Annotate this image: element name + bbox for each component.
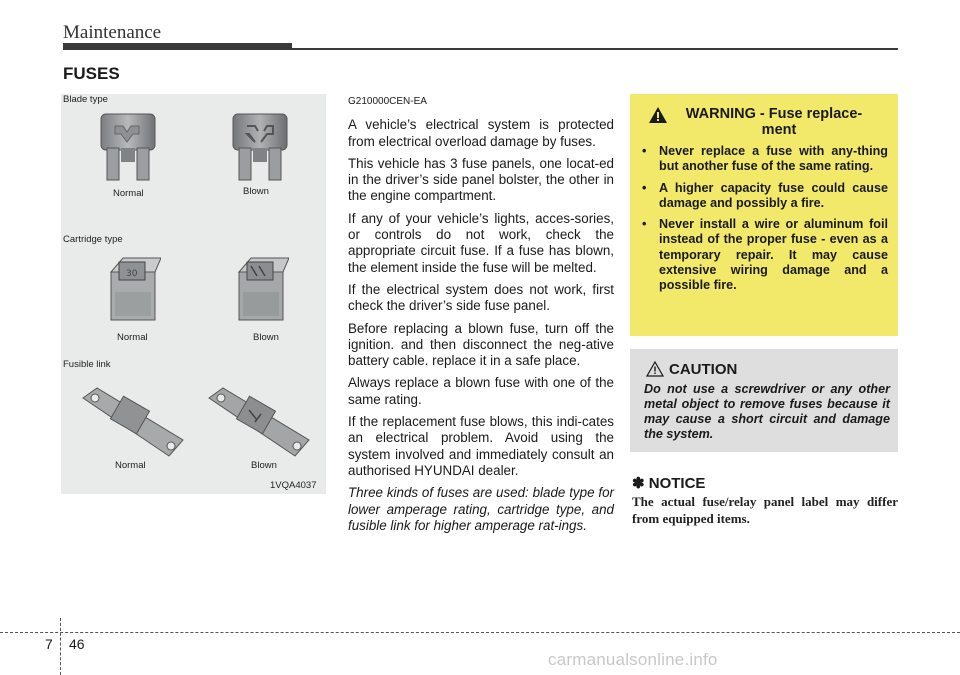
paragraph-7: If the replacement fuse blows, this indi-cates an electrical problem. Avoid using the system involved and immediately consult an authorised HYUNDAI dealer. <box>348 414 614 478</box>
warning-title-line2: ment <box>761 122 797 138</box>
caution-triangle-icon <box>646 361 664 377</box>
footer-vertical-divider <box>60 618 61 675</box>
fusible-blown-caption: Blown <box>251 460 277 471</box>
notice-title: ✽ NOTICE <box>632 475 706 492</box>
warning-item-text: Never replace a fuse with any-thing but another fuse of the same rating. <box>659 144 888 174</box>
warning-item-text: Never install a wire or aluminum foil instead of the proper fuse - even as a temporary repair. It may cause extensive wiring damage and a possible fire. <box>659 217 888 293</box>
fuses-body-text <box>348 94 614 540</box>
paragraph-4: If the electrical system does not work, first check the driver’s side fuse panel. <box>348 281 614 314</box>
blade-normal-caption: Normal <box>113 188 144 199</box>
paragraph-8: Three kinds of fuses are used: blade type for lower amperage rating, cartridge type, and fusible link for higher amperage rat-ings. <box>348 485 614 533</box>
warning-title <box>630 106 898 138</box>
header-rule-thick <box>63 43 292 50</box>
cartridge-fuse-blown-image <box>233 252 289 324</box>
svg-text:30: 30 <box>126 269 138 279</box>
fuse-types-figure <box>61 94 326 494</box>
blade-blown-caption: Blown <box>243 186 269 197</box>
notice-text: The actual fuse/relay panel label may differ from equipped items. <box>632 494 898 526</box>
paragraph-1: A vehicle’s electrical system is protected from electrical overload damage by fuses. <box>348 117 614 149</box>
footer-divider <box>0 632 960 633</box>
blade-fuse-blown-image <box>231 112 289 182</box>
paragraph-6: Always replace a blown fuse with one of the same rating. <box>348 375 614 407</box>
page-number: 46 <box>69 636 85 652</box>
fusible-link-normal-image <box>79 384 187 460</box>
chapter-number: 7 <box>45 636 53 652</box>
fusible-link-label: Fusible link <box>63 359 111 370</box>
blade-type-label: Blade type <box>63 94 108 105</box>
cartridge-blown-caption: Blown <box>253 332 279 343</box>
cartridge-fuse-normal-image <box>105 252 161 324</box>
cartridge-normal-caption: Normal <box>117 332 148 343</box>
section-title: Maintenance <box>63 22 162 43</box>
caution-box <box>630 349 898 452</box>
figure-code: 1VQA4037 <box>270 480 317 491</box>
warning-box <box>630 94 898 336</box>
fusible-normal-caption: Normal <box>115 460 146 471</box>
warning-title-line1: WARNING - Fuse replace- <box>685 106 863 122</box>
paragraph-3: If any of your vehicle’s lights, acces-sories, or controls do not work, check the appropriate circuit fuse. If a fuse has blown, the element inside the fuse will be melted. <box>348 210 614 275</box>
warning-item: • Never install a wire or aluminum foil instead of the proper fuse - even as a temporary repair. It may cause extensive wiring damage and a possible fire. <box>642 217 888 293</box>
warning-item-text: A higher capacity fuse could cause damage and possibly a fire. <box>659 180 888 210</box>
warning-item: • A higher capacity fuse could cause damage and possibly a fire. <box>642 180 888 210</box>
paragraph-2: This vehicle has 3 fuse panels, one locat-ed in the driver’s side panel bolster, the other in the engine compartment. <box>348 155 614 204</box>
blade-fuse-normal-image <box>99 112 157 182</box>
watermark-text: carmanualsonline.info <box>548 650 718 669</box>
caution-text: Do not use a screwdriver or any other metal object to remove fuses because it may cause a short circuit and damage the system. <box>644 382 890 441</box>
warning-item: • Never replace a fuse with any-thing but another fuse of the same rating. <box>642 144 888 174</box>
paragraph-5: Before replacing a blown fuse, turn off the ignition. and then disconnect the neg-ative battery cable. replace it in a safe place. <box>348 320 614 369</box>
warning-list <box>642 144 888 300</box>
fusible-link-blown-image <box>205 384 313 460</box>
caution-title: CAUTION <box>669 361 738 378</box>
doc-code: G210000CEN-EA <box>348 96 427 107</box>
page-title: FUSES <box>63 64 120 83</box>
header-rule-thin <box>292 48 898 50</box>
cartridge-type-label: Cartridge type <box>63 234 123 245</box>
